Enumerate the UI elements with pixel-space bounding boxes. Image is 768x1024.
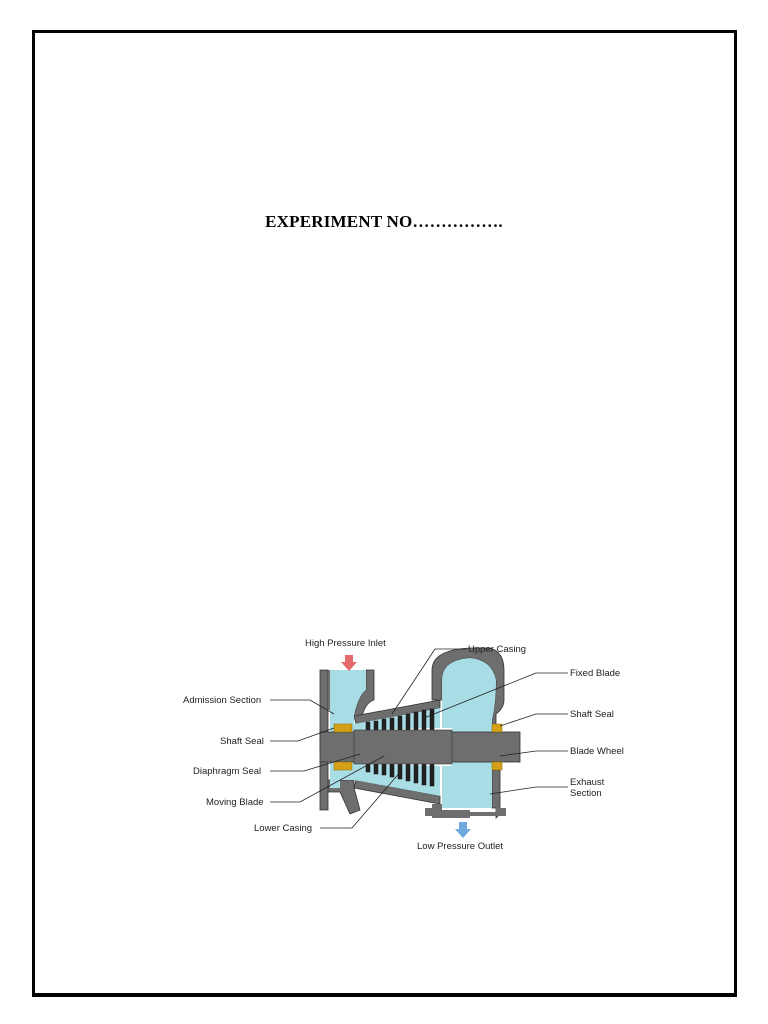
label-high-pressure-inlet: High Pressure Inlet [305,638,386,649]
label-upper-casing: Upper Casing [468,644,527,655]
label-low-pressure-outlet: Low Pressure Outlet [417,841,504,852]
label-diaphragm-seal: Diaphragm Seal [193,766,262,777]
label-admission-section: Admission Section [183,695,262,706]
page-border-bottom-rule [32,993,737,994]
outlet-arrow-icon [455,822,471,838]
label-exhaust-section-line2: Section [570,788,602,799]
label-exhaust-section-line1: Exhaust [570,777,605,788]
inlet-arrow-icon [341,655,357,671]
blade-wheel-hub [354,730,452,764]
label-fixed-blade: Fixed Blade [570,668,621,679]
label-lower-casing: Lower Casing [254,823,313,834]
experiment-heading: EXPERIMENT NO……………. [265,212,503,231]
steam-turbine-diagram [170,630,640,860]
label-blade-wheel: Blade Wheel [570,746,624,757]
label-moving-blade: Moving Blade [206,797,264,808]
label-shaft-seal-right: Shaft Seal [570,709,614,720]
label-shaft-seal-left: Shaft Seal [220,736,264,747]
